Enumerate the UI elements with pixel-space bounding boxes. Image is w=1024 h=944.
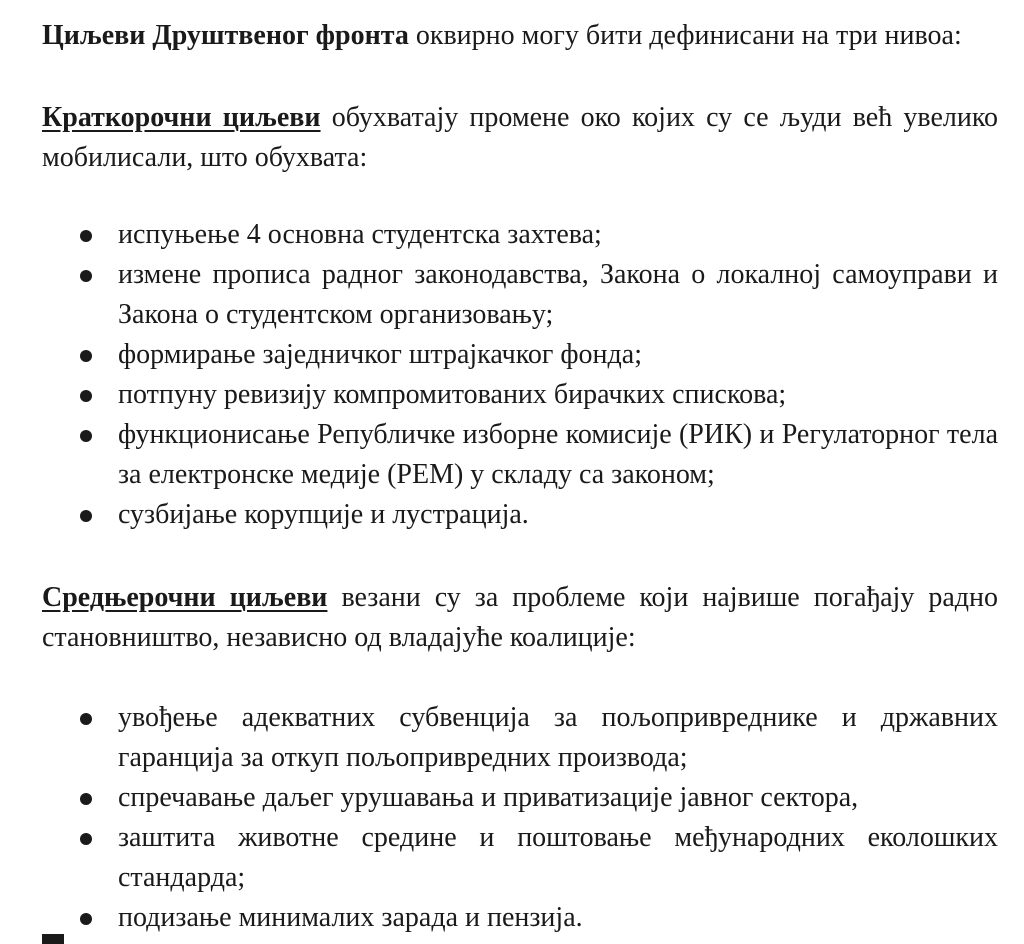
cutoff-next-line <box>42 934 142 944</box>
list-item-text: формирање заједничког штрајкачког фонда; <box>118 339 642 370</box>
short-term-paragraph <box>42 98 998 178</box>
list-item <box>42 818 998 898</box>
document-page <box>42 16 998 938</box>
list-item-text: сузбијање корупције и лустрација. <box>118 499 529 530</box>
mid-term-text: везани су за проблеме који највише погађају радно становништво, независно од владајуће коалиције: <box>42 582 998 653</box>
bullet-icon <box>80 270 92 282</box>
intro-text: оквирно могу бити дефинисани на три нивоа: <box>408 20 962 51</box>
mid-term-heading: Средњерочни циљеви <box>42 582 328 613</box>
short-term-text: обухватају промене око којих су се људи већ увелико мобилисали, што обухвата: <box>42 102 999 173</box>
list-item <box>42 375 998 415</box>
list-item <box>42 495 998 535</box>
list-item <box>42 215 998 255</box>
bullet-icon <box>80 350 92 362</box>
bullet-icon <box>80 390 92 402</box>
mid-term-paragraph <box>42 578 998 658</box>
list-item-text: испуњење 4 основна студентска захтева; <box>118 219 602 250</box>
list-item-text: подизање минималих зарада и пензија. <box>118 902 583 933</box>
list-item-text: спречавање даљег урушавања и приватизације јавног сектора, <box>118 782 859 813</box>
bullet-icon <box>80 833 92 845</box>
list-item <box>42 778 998 818</box>
cutoff-glyph-fragment <box>42 934 64 944</box>
bullet-icon <box>80 510 92 522</box>
short-term-list <box>42 215 998 535</box>
intro-title: Циљеви Друштвеног фронта <box>42 20 409 51</box>
bullet-icon <box>80 913 92 925</box>
short-term-heading: Краткорочни циљеви <box>42 102 321 133</box>
list-item-text: измене прописа радног законодавства, Закона о локалној самоуправи и Закона о студентском организовању; <box>118 259 998 330</box>
list-item <box>42 255 998 335</box>
list-item <box>42 415 998 495</box>
list-item <box>42 898 998 938</box>
bullet-icon <box>80 793 92 805</box>
bullet-icon <box>80 430 92 442</box>
mid-term-list <box>42 698 998 938</box>
bullet-icon <box>80 230 92 242</box>
list-item-text: функционисање Републичке изборне комисије (РИК) и Регулаторног тела за електронске медије (РЕМ) у складу са законом; <box>118 419 998 490</box>
bullet-icon <box>80 713 92 725</box>
list-item-text: потпуну ревизију компромитованих бирачких спискова; <box>118 379 787 410</box>
list-item <box>42 698 998 778</box>
list-item-text: увођење адекватних субвенција за пољопривреднике и државних гаранција за откуп пољопривредних производа; <box>118 702 998 773</box>
list-item <box>42 335 998 375</box>
intro-paragraph <box>42 16 998 56</box>
list-item-text: заштита животне средине и поштовање међународних еколошких стандарда; <box>118 822 998 893</box>
